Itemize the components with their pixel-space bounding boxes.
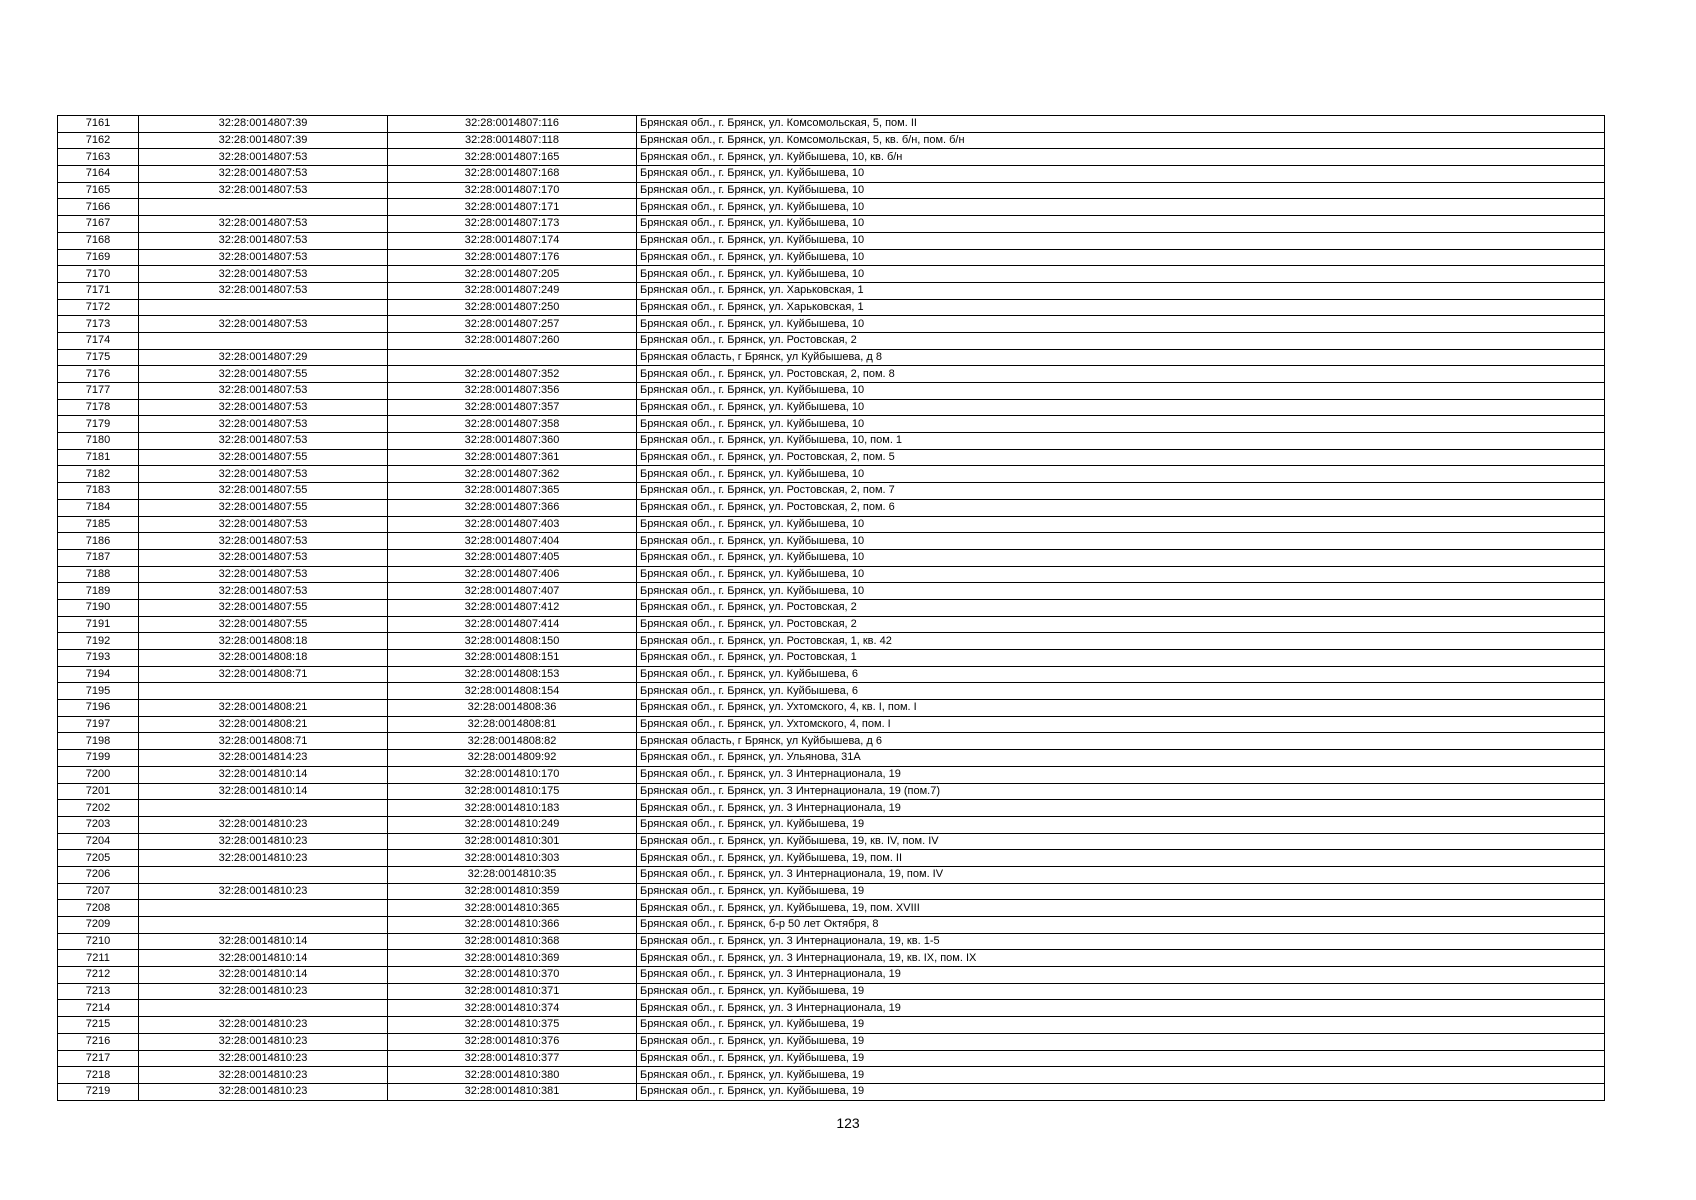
- parent-cadastral-number-cell: 32:28:0014807:53: [139, 433, 388, 450]
- row-number-cell: 7164: [58, 166, 139, 183]
- cadastral-number-cell: 32:28:0014810:35: [388, 866, 637, 883]
- table-row: [58, 900, 1605, 917]
- address-cell: Брянская обл., г. Брянск, ул. Куйбышева, 10: [637, 216, 1605, 233]
- parent-cadastral-number-cell: 32:28:0014808:71: [139, 733, 388, 750]
- table-row: [58, 833, 1605, 850]
- row-number-cell: 7195: [58, 683, 139, 700]
- parent-cadastral-number-cell: [139, 1000, 388, 1017]
- parent-cadastral-number-cell: 32:28:0014807:53: [139, 282, 388, 299]
- cadastral-number-cell: 32:28:0014807:170: [388, 182, 637, 199]
- table-row: [58, 116, 1605, 133]
- address-cell: Брянская обл., г. Брянск, ул. 3 Интернационала, 19: [637, 967, 1605, 984]
- table-row: [58, 983, 1605, 1000]
- row-number-cell: 7189: [58, 583, 139, 600]
- table-row: [58, 182, 1605, 199]
- row-number-cell: 7212: [58, 967, 139, 984]
- row-number-cell: 7202: [58, 800, 139, 817]
- table-row: [58, 466, 1605, 483]
- parent-cadastral-number-cell: 32:28:0014807:53: [139, 232, 388, 249]
- table-row: [58, 249, 1605, 266]
- parent-cadastral-number-cell: 32:28:0014807:55: [139, 449, 388, 466]
- address-cell: Брянская обл., г. Брянск, ул. Куйбышева, 19: [637, 1083, 1605, 1100]
- row-number-cell: 7183: [58, 483, 139, 500]
- cadastral-number-cell: 32:28:0014807:165: [388, 149, 637, 166]
- row-number-cell: 7166: [58, 199, 139, 216]
- address-cell: Брянская обл., г. Брянск, ул. Куйбышева, 19: [637, 1033, 1605, 1050]
- address-cell: Брянская обл., г. Брянск, ул. 3 Интернационала, 19, пом. IV: [637, 866, 1605, 883]
- table-row: [58, 232, 1605, 249]
- cadastral-number-cell: 32:28:0014810:175: [388, 783, 637, 800]
- table-row: [58, 967, 1605, 984]
- parent-cadastral-number-cell: 32:28:0014807:53: [139, 216, 388, 233]
- cadastral-number-cell: 32:28:0014807:249: [388, 282, 637, 299]
- cadastral-number-cell: 32:28:0014810:375: [388, 1017, 637, 1034]
- parent-cadastral-number-cell: [139, 332, 388, 349]
- row-number-cell: 7179: [58, 416, 139, 433]
- parent-cadastral-number-cell: 32:28:0014807:53: [139, 566, 388, 583]
- address-cell: Брянская обл., г. Брянск, ул. Ростовская, 1: [637, 650, 1605, 667]
- table-row: [58, 299, 1605, 316]
- table-row: [58, 716, 1605, 733]
- row-number-cell: 7174: [58, 332, 139, 349]
- parent-cadastral-number-cell: 32:28:0014810:14: [139, 950, 388, 967]
- table-row: [58, 616, 1605, 633]
- parent-cadastral-number-cell: 32:28:0014810:23: [139, 816, 388, 833]
- row-number-cell: 7176: [58, 366, 139, 383]
- row-number-cell: 7188: [58, 566, 139, 583]
- cadastral-number-cell: 32:28:0014807:360: [388, 433, 637, 450]
- table-row: [58, 783, 1605, 800]
- table-row: [58, 166, 1605, 183]
- parent-cadastral-number-cell: 32:28:0014808:71: [139, 666, 388, 683]
- cadastral-number-cell: 32:28:0014810:370: [388, 967, 637, 984]
- address-cell: Брянская обл., г. Брянск, б-р 50 лет Октября, 8: [637, 917, 1605, 934]
- table-row: [58, 633, 1605, 650]
- row-number-cell: 7175: [58, 349, 139, 366]
- table-row: [58, 933, 1605, 950]
- cadastral-number-cell: 32:28:0014810:381: [388, 1083, 637, 1100]
- table-row: [58, 533, 1605, 550]
- row-number-cell: 7198: [58, 733, 139, 750]
- address-cell: Брянская обл., г. Брянск, ул. Ухтомского, 4, пом. I: [637, 716, 1605, 733]
- registry-table-body: [58, 116, 1605, 1101]
- cadastral-number-cell: 32:28:0014808:36: [388, 700, 637, 717]
- table-row: [58, 399, 1605, 416]
- row-number-cell: 7204: [58, 833, 139, 850]
- row-number-cell: 7185: [58, 516, 139, 533]
- table-row: [58, 750, 1605, 767]
- row-number-cell: 7171: [58, 282, 139, 299]
- table-row: [58, 917, 1605, 934]
- address-cell: Брянская обл., г. Брянск, ул. Ростовская, 2: [637, 599, 1605, 616]
- address-cell: Брянская обл., г. Брянск, ул. Ростовская, 2, пом. 7: [637, 483, 1605, 500]
- address-cell: Брянская обл., г. Брянск, ул. Куйбышева, 19: [637, 816, 1605, 833]
- parent-cadastral-number-cell: 32:28:0014808:18: [139, 633, 388, 650]
- row-number-cell: 7216: [58, 1033, 139, 1050]
- cadastral-number-cell: 32:28:0014807:414: [388, 616, 637, 633]
- parent-cadastral-number-cell: 32:28:0014807:55: [139, 499, 388, 516]
- cadastral-number-cell: 32:28:0014810:301: [388, 833, 637, 850]
- table-row: [58, 433, 1605, 450]
- cadastral-number-cell: 32:28:0014808:81: [388, 716, 637, 733]
- address-cell: Брянская область, г Брянск, ул Куйбышева, д 6: [637, 733, 1605, 750]
- address-cell: Брянская обл., г. Брянск, ул. Куйбышева, 10: [637, 583, 1605, 600]
- address-cell: Брянская обл., г. Брянск, ул. Ростовская, 2, пом. 8: [637, 366, 1605, 383]
- address-cell: Брянская обл., г. Брянск, ул. Ростовская, 2, пом. 5: [637, 449, 1605, 466]
- parent-cadastral-number-cell: 32:28:0014807:53: [139, 316, 388, 333]
- parent-cadastral-number-cell: 32:28:0014810:23: [139, 833, 388, 850]
- table-row: [58, 800, 1605, 817]
- parent-cadastral-number-cell: 32:28:0014814:23: [139, 750, 388, 767]
- parent-cadastral-number-cell: 32:28:0014807:55: [139, 616, 388, 633]
- address-cell: Брянская обл., г. Брянск, ул. Ростовская, 2: [637, 616, 1605, 633]
- row-number-cell: 7209: [58, 917, 139, 934]
- address-cell: Брянская обл., г. Брянск, ул. Куйбышева, 6: [637, 683, 1605, 700]
- row-number-cell: 7208: [58, 900, 139, 917]
- cadastral-number-cell: 32:28:0014807:356: [388, 383, 637, 400]
- row-number-cell: 7193: [58, 650, 139, 667]
- cadastral-number-cell: 32:28:0014807:361: [388, 449, 637, 466]
- address-cell: Брянская обл., г. Брянск, ул. 3 Интернационала, 19: [637, 766, 1605, 783]
- address-cell: Брянская обл., г. Брянск, ул. Куйбышева, 10: [637, 316, 1605, 333]
- table-row: [58, 733, 1605, 750]
- address-cell: Брянская обл., г. Брянск, ул. Ростовская, 1, кв. 42: [637, 633, 1605, 650]
- parent-cadastral-number-cell: [139, 199, 388, 216]
- parent-cadastral-number-cell: 32:28:0014807:29: [139, 349, 388, 366]
- table-row: [58, 149, 1605, 166]
- address-cell: Брянская обл., г. Брянск, ул. Куйбышева, 19: [637, 1050, 1605, 1067]
- cadastral-number-cell: 32:28:0014807:352: [388, 366, 637, 383]
- parent-cadastral-number-cell: 32:28:0014810:23: [139, 883, 388, 900]
- row-number-cell: 7173: [58, 316, 139, 333]
- row-number-cell: 7163: [58, 149, 139, 166]
- address-cell: Брянская обл., г. Брянск, ул. Харьковская, 1: [637, 282, 1605, 299]
- parent-cadastral-number-cell: 32:28:0014807:53: [139, 149, 388, 166]
- table-row: [58, 316, 1605, 333]
- address-cell: Брянская обл., г. Брянск, ул. Куйбышева, 10, кв. б/н: [637, 149, 1605, 166]
- parent-cadastral-number-cell: 32:28:0014810:23: [139, 1033, 388, 1050]
- parent-cadastral-number-cell: 32:28:0014807:39: [139, 116, 388, 133]
- cadastral-number-cell: 32:28:0014810:368: [388, 933, 637, 950]
- row-number-cell: 7213: [58, 983, 139, 1000]
- table-row: [58, 850, 1605, 867]
- cadastral-number-cell: 32:28:0014808:154: [388, 683, 637, 700]
- address-cell: Брянская обл., г. Брянск, ул. Куйбышева, 10: [637, 416, 1605, 433]
- table-row: [58, 216, 1605, 233]
- parent-cadastral-number-cell: 32:28:0014810:14: [139, 766, 388, 783]
- address-cell: Брянская обл., г. Брянск, ул. Харьковская, 1: [637, 299, 1605, 316]
- parent-cadastral-number-cell: [139, 800, 388, 817]
- table-row: [58, 1067, 1605, 1084]
- table-row: [58, 282, 1605, 299]
- row-number-cell: 7178: [58, 399, 139, 416]
- row-number-cell: 7199: [58, 750, 139, 767]
- cadastral-number-cell: 32:28:0014808:150: [388, 633, 637, 650]
- row-number-cell: 7162: [58, 132, 139, 149]
- address-cell: Брянская обл., г. Брянск, ул. Куйбышева, 10: [637, 199, 1605, 216]
- address-cell: Брянская обл., г. Брянск, ул. Куйбышева, 10: [637, 266, 1605, 283]
- table-row: [58, 1000, 1605, 1017]
- table-row: [58, 816, 1605, 833]
- table-row: [58, 666, 1605, 683]
- address-cell: Брянская область, г Брянск, ул Куйбышева, д 8: [637, 349, 1605, 366]
- cadastral-number-cell: 32:28:0014810:371: [388, 983, 637, 1000]
- row-number-cell: 7207: [58, 883, 139, 900]
- parent-cadastral-number-cell: 32:28:0014807:53: [139, 249, 388, 266]
- cadastral-number-cell: 32:28:0014810:374: [388, 1000, 637, 1017]
- cadastral-number-cell: 32:28:0014807:365: [388, 483, 637, 500]
- cadastral-number-cell: 32:28:0014810:365: [388, 900, 637, 917]
- row-number-cell: 7168: [58, 232, 139, 249]
- address-cell: Брянская обл., г. Брянск, ул. Куйбышева, 10: [637, 383, 1605, 400]
- table-row: [58, 499, 1605, 516]
- table-row: [58, 1083, 1605, 1100]
- cadastral-number-cell: 32:28:0014807:250: [388, 299, 637, 316]
- parent-cadastral-number-cell: 32:28:0014810:23: [139, 1083, 388, 1100]
- table-row: [58, 566, 1605, 583]
- cadastral-number-cell: 32:28:0014807:405: [388, 549, 637, 566]
- cadastral-number-cell: 32:28:0014807:118: [388, 132, 637, 149]
- parent-cadastral-number-cell: 32:28:0014810:14: [139, 783, 388, 800]
- row-number-cell: 7219: [58, 1083, 139, 1100]
- parent-cadastral-number-cell: 32:28:0014810:23: [139, 850, 388, 867]
- cadastral-number-cell: 32:28:0014807:116: [388, 116, 637, 133]
- cadastral-number-cell: 32:28:0014807:257: [388, 316, 637, 333]
- cadastral-number-cell: 32:28:0014810:303: [388, 850, 637, 867]
- table-row: [58, 199, 1605, 216]
- address-cell: Брянская обл., г. Брянск, ул. Куйбышева, 19, кв. IV, пом. IV: [637, 833, 1605, 850]
- cadastral-number-cell: 32:28:0014807:173: [388, 216, 637, 233]
- parent-cadastral-number-cell: 32:28:0014807:53: [139, 383, 388, 400]
- table-row: [58, 766, 1605, 783]
- cadastral-number-cell: 32:28:0014810:376: [388, 1033, 637, 1050]
- address-cell: Брянская обл., г. Брянск, ул. 3 Интернационала, 19: [637, 1000, 1605, 1017]
- address-cell: Брянская обл., г. Брянск, ул. 3 Интернационала, 19, кв. IX, пом. IX: [637, 950, 1605, 967]
- table-row: [58, 483, 1605, 500]
- parent-cadastral-number-cell: 32:28:0014808:18: [139, 650, 388, 667]
- parent-cadastral-number-cell: 32:28:0014810:23: [139, 983, 388, 1000]
- address-cell: Брянская обл., г. Брянск, ул. 3 Интернационала, 19, кв. 1-5: [637, 933, 1605, 950]
- address-cell: Брянская обл., г. Брянск, ул. Комсомольская, 5, кв. б/н, пом. б/н: [637, 132, 1605, 149]
- parent-cadastral-number-cell: 32:28:0014807:55: [139, 483, 388, 500]
- parent-cadastral-number-cell: 32:28:0014807:55: [139, 599, 388, 616]
- parent-cadastral-number-cell: [139, 299, 388, 316]
- cadastral-number-cell: 32:28:0014807:171: [388, 199, 637, 216]
- parent-cadastral-number-cell: [139, 917, 388, 934]
- parent-cadastral-number-cell: 32:28:0014810:14: [139, 967, 388, 984]
- address-cell: Брянская обл., г. Брянск, ул. Куйбышева, 19: [637, 1017, 1605, 1034]
- row-number-cell: 7201: [58, 783, 139, 800]
- address-cell: Брянская обл., г. Брянск, ул. Куйбышева, 10: [637, 182, 1605, 199]
- cadastral-number-cell: 32:28:0014810:380: [388, 1067, 637, 1084]
- table-row: [58, 366, 1605, 383]
- cadastral-number-cell: 32:28:0014807:260: [388, 332, 637, 349]
- row-number-cell: 7187: [58, 549, 139, 566]
- row-number-cell: 7169: [58, 249, 139, 266]
- row-number-cell: 7211: [58, 950, 139, 967]
- cadastral-number-cell: 32:28:0014808:82: [388, 733, 637, 750]
- parent-cadastral-number-cell: 32:28:0014807:53: [139, 399, 388, 416]
- row-number-cell: 7217: [58, 1050, 139, 1067]
- address-cell: Брянская обл., г. Брянск, ул. Куйбышева, 10: [637, 549, 1605, 566]
- parent-cadastral-number-cell: 32:28:0014807:53: [139, 549, 388, 566]
- row-number-cell: 7177: [58, 383, 139, 400]
- row-number-cell: 7180: [58, 433, 139, 450]
- registry-table: [57, 115, 1605, 1101]
- parent-cadastral-number-cell: 32:28:0014807:53: [139, 166, 388, 183]
- cadastral-number-cell: 32:28:0014807:362: [388, 466, 637, 483]
- cadastral-number-cell: 32:28:0014807:407: [388, 583, 637, 600]
- parent-cadastral-number-cell: 32:28:0014807:53: [139, 416, 388, 433]
- cadastral-number-cell: 32:28:0014810:359: [388, 883, 637, 900]
- row-number-cell: 7214: [58, 1000, 139, 1017]
- table-row: [58, 449, 1605, 466]
- table-row: [58, 332, 1605, 349]
- table-row: [58, 416, 1605, 433]
- cadastral-number-cell: 32:28:0014807:168: [388, 166, 637, 183]
- table-row: [58, 549, 1605, 566]
- table-row: [58, 866, 1605, 883]
- address-cell: Брянская обл., г. Брянск, ул. Куйбышева, 19, пом. XVIII: [637, 900, 1605, 917]
- cadastral-number-cell: 32:28:0014807:176: [388, 249, 637, 266]
- address-cell: Брянская обл., г. Брянск, ул. Куйбышева, 10: [637, 466, 1605, 483]
- cadastral-number-cell: 32:28:0014808:153: [388, 666, 637, 683]
- row-number-cell: 7167: [58, 216, 139, 233]
- row-number-cell: 7170: [58, 266, 139, 283]
- cadastral-number-cell: 32:28:0014810:377: [388, 1050, 637, 1067]
- address-cell: Брянская обл., г. Брянск, ул. Ростовская, 2, пом. 6: [637, 499, 1605, 516]
- address-cell: Брянская обл., г. Брянск, ул. Куйбышева, 10: [637, 166, 1605, 183]
- cadastral-number-cell: 32:28:0014810:369: [388, 950, 637, 967]
- parent-cadastral-number-cell: [139, 900, 388, 917]
- address-cell: Брянская обл., г. Брянск, ул. Куйбышева, 10: [637, 566, 1605, 583]
- row-number-cell: 7191: [58, 616, 139, 633]
- cadastral-number-cell: 32:28:0014807:205: [388, 266, 637, 283]
- table-row: [58, 650, 1605, 667]
- address-cell: Брянская обл., г. Брянск, ул. Комсомольская, 5, пом. II: [637, 116, 1605, 133]
- parent-cadastral-number-cell: 32:28:0014808:21: [139, 716, 388, 733]
- parent-cadastral-number-cell: 32:28:0014807:53: [139, 466, 388, 483]
- row-number-cell: 7161: [58, 116, 139, 133]
- parent-cadastral-number-cell: 32:28:0014807:53: [139, 583, 388, 600]
- row-number-cell: 7215: [58, 1017, 139, 1034]
- parent-cadastral-number-cell: 32:28:0014807:39: [139, 132, 388, 149]
- address-cell: Брянская обл., г. Брянск, ул. Куйбышева, 19, пом. II: [637, 850, 1605, 867]
- address-cell: Брянская обл., г. Брянск, ул. Ростовская, 2: [637, 332, 1605, 349]
- row-number-cell: 7184: [58, 499, 139, 516]
- address-cell: Брянская обл., г. Брянск, ул. Куйбышева, 19: [637, 983, 1605, 1000]
- cadastral-number-cell: 32:28:0014810:183: [388, 800, 637, 817]
- table-row: [58, 266, 1605, 283]
- row-number-cell: 7197: [58, 716, 139, 733]
- cadastral-number-cell: 32:28:0014807:404: [388, 533, 637, 550]
- parent-cadastral-number-cell: 32:28:0014807:53: [139, 516, 388, 533]
- row-number-cell: 7196: [58, 700, 139, 717]
- row-number-cell: 7210: [58, 933, 139, 950]
- parent-cadastral-number-cell: 32:28:0014810:23: [139, 1017, 388, 1034]
- row-number-cell: 7190: [58, 599, 139, 616]
- parent-cadastral-number-cell: 32:28:0014810:14: [139, 933, 388, 950]
- table-row: [58, 950, 1605, 967]
- cadastral-number-cell: [388, 349, 637, 366]
- table-row: [58, 583, 1605, 600]
- address-cell: Брянская обл., г. Брянск, ул. Куйбышева, 19: [637, 1067, 1605, 1084]
- parent-cadastral-number-cell: 32:28:0014807:53: [139, 266, 388, 283]
- cadastral-number-cell: 32:28:0014810:249: [388, 816, 637, 833]
- cadastral-number-cell: 32:28:0014807:412: [388, 599, 637, 616]
- parent-cadastral-number-cell: [139, 866, 388, 883]
- cadastral-number-cell: 32:28:0014807:406: [388, 566, 637, 583]
- address-cell: Брянская обл., г. Брянск, ул. Куйбышева, 10: [637, 533, 1605, 550]
- parent-cadastral-number-cell: [139, 683, 388, 700]
- address-cell: Брянская обл., г. Брянск, ул. 3 Интернационала, 19 (пом.7): [637, 783, 1605, 800]
- page-number: 123: [836, 1115, 860, 1131]
- table-row: [58, 700, 1605, 717]
- row-number-cell: 7172: [58, 299, 139, 316]
- parent-cadastral-number-cell: 32:28:0014807:53: [139, 533, 388, 550]
- row-number-cell: 7165: [58, 182, 139, 199]
- parent-cadastral-number-cell: 32:28:0014810:23: [139, 1050, 388, 1067]
- row-number-cell: 7205: [58, 850, 139, 867]
- table-row: [58, 883, 1605, 900]
- cadastral-number-cell: 32:28:0014807:174: [388, 232, 637, 249]
- address-cell: Брянская обл., г. Брянск, ул. Куйбышева, 6: [637, 666, 1605, 683]
- address-cell: Брянская обл., г. Брянск, ул. Куйбышева, 19: [637, 883, 1605, 900]
- address-cell: Брянская обл., г. Брянск, ул. Куйбышева, 10, пом. 1: [637, 433, 1605, 450]
- cadastral-number-cell: 32:28:0014807:366: [388, 499, 637, 516]
- row-number-cell: 7181: [58, 449, 139, 466]
- table-row: [58, 683, 1605, 700]
- cadastral-number-cell: 32:28:0014807:358: [388, 416, 637, 433]
- address-cell: Брянская обл., г. Брянск, ул. Куйбышева, 10: [637, 232, 1605, 249]
- row-number-cell: 7203: [58, 816, 139, 833]
- row-number-cell: 7206: [58, 866, 139, 883]
- row-number-cell: 7182: [58, 466, 139, 483]
- address-cell: Брянская обл., г. Брянск, ул. Ульянова, 31А: [637, 750, 1605, 767]
- address-cell: Брянская обл., г. Брянск, ул. Ухтомского, 4, кв. I, пом. I: [637, 700, 1605, 717]
- address-cell: Брянская обл., г. Брянск, ул. Куйбышева, 10: [637, 516, 1605, 533]
- cadastral-number-cell: 32:28:0014809:92: [388, 750, 637, 767]
- cadastral-number-cell: 32:28:0014810:366: [388, 917, 637, 934]
- cadastral-number-cell: 32:28:0014807:357: [388, 399, 637, 416]
- row-number-cell: 7200: [58, 766, 139, 783]
- address-cell: Брянская обл., г. Брянск, ул. 3 Интернационала, 19: [637, 800, 1605, 817]
- table-row: [58, 1017, 1605, 1034]
- row-number-cell: 7194: [58, 666, 139, 683]
- table-row: [58, 349, 1605, 366]
- address-cell: Брянская обл., г. Брянск, ул. Куйбышева, 10: [637, 399, 1605, 416]
- parent-cadastral-number-cell: 32:28:0014807:55: [139, 366, 388, 383]
- parent-cadastral-number-cell: 32:28:0014808:21: [139, 700, 388, 717]
- parent-cadastral-number-cell: 32:28:0014810:23: [139, 1067, 388, 1084]
- table-row: [58, 516, 1605, 533]
- address-cell: Брянская обл., г. Брянск, ул. Куйбышева, 10: [637, 249, 1605, 266]
- table-row: [58, 599, 1605, 616]
- table-row: [58, 1050, 1605, 1067]
- table-row: [58, 132, 1605, 149]
- table-row: [58, 1033, 1605, 1050]
- table-row: [58, 383, 1605, 400]
- row-number-cell: 7192: [58, 633, 139, 650]
- cadastral-number-cell: 32:28:0014810:170: [388, 766, 637, 783]
- row-number-cell: 7218: [58, 1067, 139, 1084]
- cadastral-number-cell: 32:28:0014807:403: [388, 516, 637, 533]
- cadastral-number-cell: 32:28:0014808:151: [388, 650, 637, 667]
- parent-cadastral-number-cell: 32:28:0014807:53: [139, 182, 388, 199]
- row-number-cell: 7186: [58, 533, 139, 550]
